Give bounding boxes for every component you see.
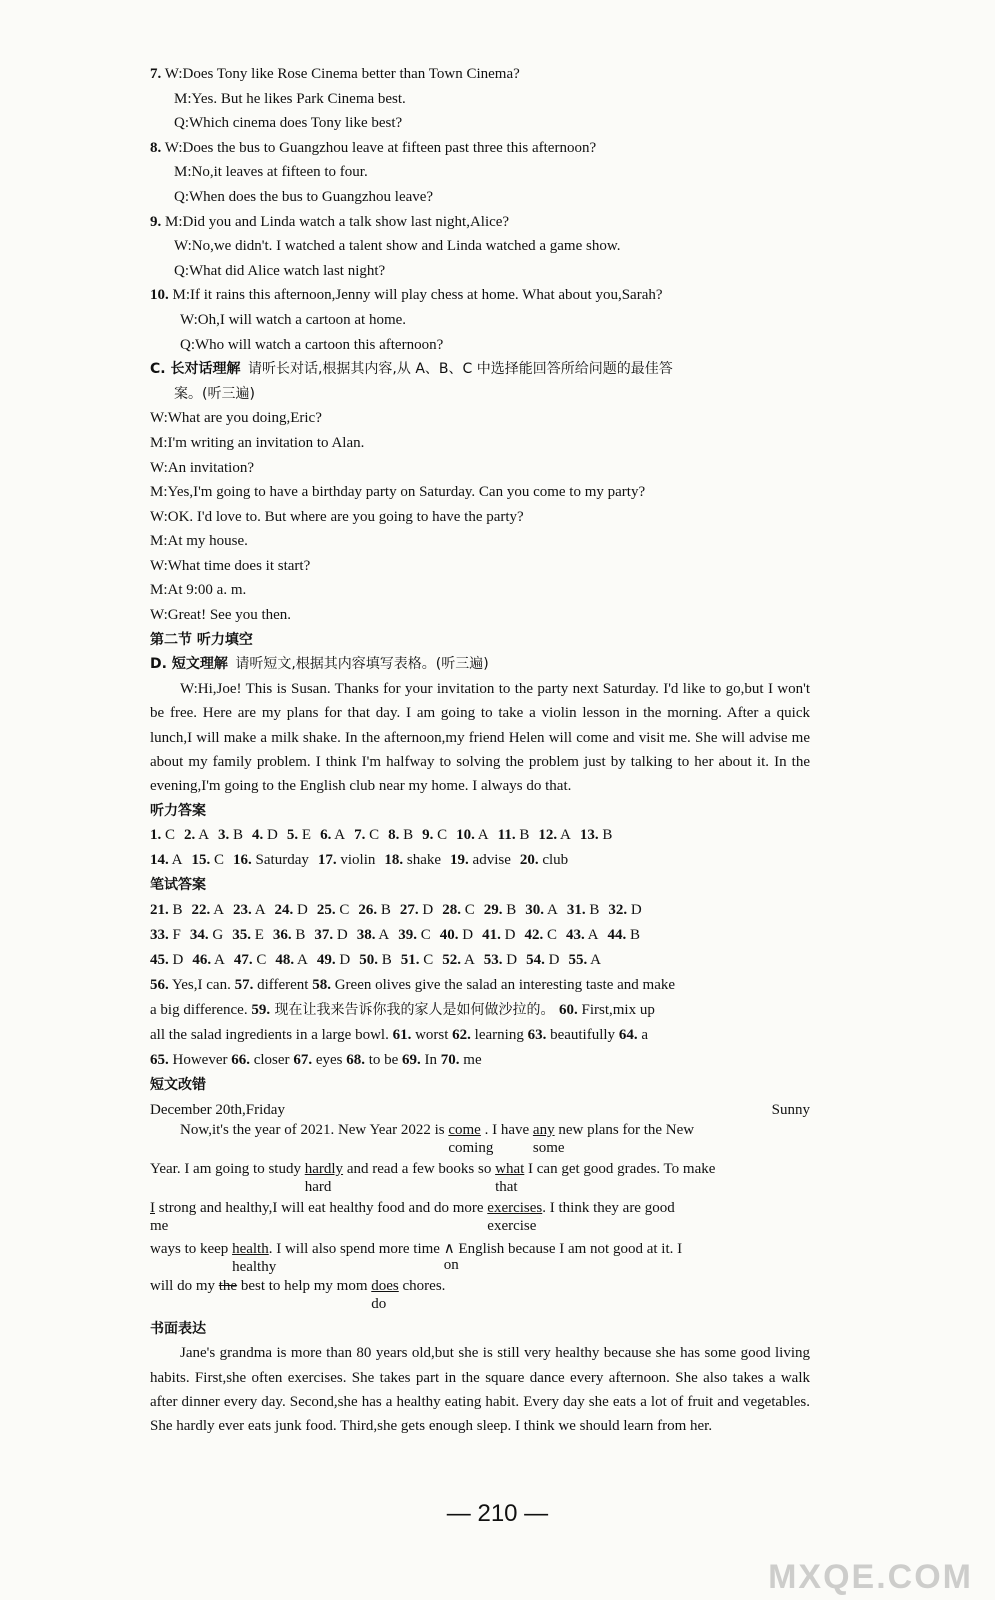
answer-item [400,902,433,918]
answer-value: G [208,927,224,944]
answer-number: 65. [150,1052,169,1069]
answer-number: 32. [608,902,628,919]
answer-value: A [294,952,308,969]
answer-item [398,927,431,943]
section-c-instruction-cont: 案。(听三遍) [174,385,255,402]
correction-fix: me [150,1217,169,1234]
watermark-logo: MXQE.COM [768,1558,973,1596]
answer-number: 70. [440,1052,460,1069]
answer-item [567,902,600,918]
answer-number: 23. [233,902,252,919]
answer-value: A [168,852,183,869]
answer-number: 6. [320,827,332,844]
long-dialog-line: W:Great! See you then. [150,607,292,624]
answer-item [607,927,640,943]
answer-number: 16. [233,852,252,869]
error-word-text: health [232,1240,269,1257]
answer-value: A [544,902,558,919]
answer-item [150,952,183,968]
answer-value: Saturday [251,852,309,869]
deleted-word: the [218,1277,238,1294]
dialog-number: 9. [150,213,162,230]
answer-row [150,923,810,948]
dialog-line: M:If it rains this afternoon,Jenny will play chess at home. What about you,Sarah? [172,287,663,304]
answer-item [388,827,413,843]
answer-value: D [293,902,308,919]
answer-number: 24. [274,902,294,919]
answer-number: 46. [192,952,212,969]
answer-number: 67. [293,1052,313,1069]
answer-item [150,902,183,918]
answer-value: A [474,827,489,844]
page-number: — 210 — [446,1500,549,1527]
answer-item [275,952,308,968]
section-d-label: D. 短文理解 [150,656,228,673]
correction-text: . I think they are good [542,1199,675,1216]
answer-item [192,902,225,918]
answer-text: me [459,1052,482,1069]
answer-item [184,827,209,843]
long-dialog-line: W:What are you doing,Eric? [150,410,322,427]
answer-text: worst [411,1027,453,1044]
answer-number: 45. [150,952,169,969]
answer-value: E [250,927,264,944]
answer-value: A [211,952,225,969]
answer-number: 54. [526,952,545,969]
answer-value: A [210,902,225,919]
answer-value: violin [336,852,376,869]
answers-56-70 [150,973,810,1073]
long-dialog-line: W:OK. I'd love to. But where are you going to have the party? [150,508,524,525]
answer-number: 10. [456,827,475,844]
answer-item [538,827,571,843]
answer-item [190,927,223,943]
error-word-text: any [532,1121,555,1138]
answer-number: 56. [150,977,169,994]
answer-item [359,952,392,968]
answer-number: 2. [184,827,196,844]
section-d-instruction: 请听短文,根据其内容填写表格。(听三遍) [235,656,489,673]
listening-answers [150,823,810,873]
answer-number: 44. [607,927,627,944]
correction-text: best to help my mom [237,1277,372,1294]
answer-number: 11. [497,827,516,844]
answer-value: B [168,902,183,919]
answer-item [314,927,347,943]
dialog-line: M:No,it leaves at fifteen to four. [174,164,368,181]
answer-value: B [291,927,306,944]
answer-item [450,852,511,868]
answer-number: 41. [482,927,501,944]
answer-value: D [458,927,474,944]
long-dialog-line: M:At 9:00 a. m. [150,582,247,599]
answer-item [232,927,264,943]
dialog-line: M:Yes. But he likes Park Cinema best. [174,90,406,107]
dialog-line: Q:Who will watch a cartoon this afternoon? [180,336,444,353]
long-dialog-line: W:An invitation? [150,459,255,476]
answer-number: 58. [312,977,331,994]
correction-text: strong and healthy,I will eat healthy food and do more [155,1199,488,1216]
answer-value: club [538,852,569,869]
answer-item [440,927,473,943]
correction-fix: some [532,1139,565,1156]
diary-weather: Sunny [771,1101,810,1118]
answer-item [484,952,517,968]
error-word [232,1240,277,1275]
answer-text: all the salad ingredients in a large bowl. [150,1027,393,1044]
answer-value: D [502,952,518,969]
answer-item [218,827,243,843]
answer-number: 50. [359,952,378,969]
answer-value: D [500,927,516,944]
answer-number: 22. [191,902,211,919]
answer-value: shake [403,852,442,869]
answer-item [520,852,568,868]
error-word [532,1121,565,1156]
error-word [487,1199,543,1234]
answer-value: D [418,902,434,919]
answer-item [568,952,601,968]
correction-passage [150,1122,810,1317]
dialog-line: W:Oh,I will watch a cartoon at home. [180,311,407,328]
answer-number: 68. [346,1052,365,1069]
dialog-line: Q:Which cinema does Tony like best? [174,115,403,132]
correction-fix: do [371,1295,387,1312]
answer-text: beautifully [546,1027,619,1044]
listening-passage [150,677,810,799]
answer-text: a big difference. [150,1002,252,1019]
answer-number: 4. [252,827,264,844]
correction-fix: healthy [232,1258,277,1275]
answer-number: 29. [483,902,503,919]
dialog-8 [150,136,810,210]
error-word-text: I [150,1199,155,1216]
answer-value: A [461,952,475,969]
answer-item [524,927,557,943]
error-word-text: exercises [487,1199,543,1216]
answer-value: B [399,827,414,844]
answer-item [498,827,530,843]
answer-item [320,827,345,843]
answer-item [317,902,350,918]
answer-item [608,902,641,918]
answer-item [150,827,175,843]
answer-value: C [335,902,350,919]
error-word-text: what [495,1160,525,1177]
answer-value: A [557,827,571,844]
answer-number: 49. [316,952,336,969]
answer-number: 43. [565,927,585,944]
answer-number: 28. [442,902,462,919]
answer-number: 51. [400,952,420,969]
answer-value: D [168,952,184,969]
long-dialog-line: M:Yes,I'm going to have a birthday party on Saturday. Can you come to my party? [150,484,646,501]
answer-number: 35. [232,927,251,944]
answer-number: 31. [566,902,586,919]
answer-number: 60. [559,1002,578,1019]
part2-title: 第二节 听力填空 [150,631,253,648]
section-c-label: C. 长对话理解 [150,361,241,378]
dialog-line: M:Did you and Linda watch a talk show last night,Alice? [165,213,510,230]
answer-value: A [375,927,390,944]
answer-number: 52. [442,952,462,969]
answer-value: C [210,852,225,869]
insert-mark [443,1239,459,1273]
answer-text: closer [249,1052,294,1069]
section-c [150,357,810,628]
answer-value: A [584,927,599,944]
answer-item [484,902,517,918]
answer-number: 13. [579,827,599,844]
answer-number: 62. [452,1027,471,1044]
correction-text: . I will also spend more time [268,1240,444,1257]
correction-text: and read a few books so [343,1160,496,1177]
answer-item [566,927,599,943]
error-word-text: does [371,1277,399,1294]
answer-number: 20. [519,852,539,869]
correction-fix: on [443,1256,459,1273]
error-word [304,1160,344,1195]
answer-number: 26. [358,902,378,919]
answer-value: C [252,952,267,969]
answer-number: 9. [422,827,434,844]
dialog-number: 10. [150,287,169,304]
diary-header [150,1098,810,1122]
answer-item [422,827,447,843]
answer-item [234,952,267,968]
answer-number: 64. [618,1027,638,1044]
answer-number: 19. [450,852,469,869]
error-word-text: hardly [304,1160,344,1177]
correction-text: new plans for the New [554,1121,695,1138]
answer-item [192,952,225,968]
answer-number: 69. [402,1052,421,1069]
answer-value: B [585,902,600,919]
answer-value: C [543,927,557,944]
answer-value: A [587,952,601,969]
answer-item [354,827,379,843]
answer-number: 17. [317,852,337,869]
answer-item [233,902,266,918]
answer-item [358,902,391,918]
correction-text: Year. I am going to study [150,1160,305,1177]
answer-item [318,852,376,868]
correction-text: . I have [480,1121,533,1138]
answer-value: B [598,827,613,844]
answer-item [482,927,515,943]
answer-number: 15. [191,852,211,869]
correction-text: English because I am not good at it. I [454,1240,683,1257]
dialog-number: 7. [150,66,162,82]
answer-number: 18. [384,852,404,869]
answer-number: 38. [356,927,376,944]
dialog-line: Q:When does the bus to Guangzhou leave? [174,188,434,205]
diary-date: December 20th,Friday [150,1101,285,1118]
dialog-line: Q:What did Alice watch last night? [174,262,386,279]
correction-text: chores. [398,1277,446,1294]
answer-value: C [416,927,431,944]
answer-value: D [627,902,642,919]
answer-value: C [419,952,434,969]
answer-row [150,823,810,848]
answer-value: B [377,902,391,919]
correction-text: Now,it's the year of 2021. New Year 2022 is [180,1121,449,1138]
answer-number: 5. [286,827,299,844]
error-word-text: come [448,1121,481,1138]
long-dialog-line: M:I'm writing an invitation to Alan. [150,434,365,451]
answer-text: However [168,1052,232,1069]
answer-number: 66. [231,1052,250,1069]
answer-number: 3. [218,827,230,844]
answer-item [384,852,441,868]
answer-value: B [229,827,244,844]
answer-value: advise [468,852,511,869]
answer-number: 27. [399,902,419,919]
correction-text: ways to keep [150,1240,233,1257]
answer-text: learning [470,1027,528,1044]
answer-number: 61. [392,1027,412,1044]
short-dialogs [150,62,810,357]
answer-text: eyes [312,1052,347,1069]
listening-answers-title: 听力答案 [150,802,206,819]
answer-number: 55. [568,952,588,969]
answer-text: First,mix up [577,1002,655,1019]
written-answers-title: 笔试答案 [150,877,206,894]
dialog-7 [150,62,810,136]
answer-number: 37. [314,927,334,944]
section-c-instruction: 请听长对话,根据其内容,从 A、B、C 中选择能回答所给问题的最佳答 [247,361,673,378]
answer-value: B [377,952,392,969]
error-word [371,1277,399,1312]
long-dialog-line: W:What time does it start? [150,557,311,574]
answer-number: 21. [150,902,169,919]
writing-title: 书面表达 [150,1320,206,1337]
answer-number: 39. [398,927,417,944]
answer-value: A [331,827,346,844]
caret-symbol: ∧ [443,1240,455,1257]
answer-value: D [335,952,351,969]
answer-number: 34. [189,927,209,944]
answer-text: Yes,I can. [168,977,235,994]
correction-text: I can get good grades. To make [524,1160,716,1177]
answer-row [150,848,810,873]
answer-value: B [502,902,517,919]
answer-item [317,952,350,968]
writing-passage [150,1341,810,1439]
answer-number: 14. [150,852,169,869]
answer-number: 48. [275,952,295,969]
answer-number: 40. [439,927,459,944]
written-answers [150,898,810,973]
answer-item [150,927,181,943]
answer-value: D [544,952,560,969]
dialog-line: W:No,we didn't. I watched a talent show and Linda watched a game show. [174,238,621,255]
answer-item [525,902,558,918]
answer-text: a [637,1027,648,1044]
answer-row [150,898,810,923]
error-word [448,1121,494,1156]
dialog-10 [150,283,810,357]
answer-text: to be [364,1052,403,1069]
answer-item [252,827,278,843]
answer-item [192,852,225,868]
error-word [495,1160,525,1195]
answer-number: 36. [272,927,292,944]
answer-number: 42. [524,927,544,944]
answer-number: 63. [527,1027,547,1044]
answer-text: Green olives give the salad an interesting taste and make [330,977,676,994]
answer-value: A [251,902,266,919]
answer-item [150,852,183,868]
answer-value: B [515,827,530,844]
answer-number: 30. [525,902,545,919]
answer-value: A [195,827,210,844]
answer-item [401,952,434,968]
correction-fix: hard [304,1178,332,1195]
answer-value: C [365,827,380,844]
answer-item [442,902,475,918]
dialog-line: W:Does Tony like Rose Cinema better than Town Cinema? [164,66,520,82]
answer-item [275,902,308,918]
answer-item [442,952,475,968]
answer-text: 现在让我来告诉你我的家人是如何做沙拉的。 [270,1002,559,1019]
answer-number: 33. [150,927,169,944]
correction-fix: coming [448,1139,494,1156]
answer-item [357,927,390,943]
answer-value: F [168,927,181,944]
answer-number: 1. [150,827,162,844]
answer-item [456,827,489,843]
answer-value: D [333,927,348,944]
writing-text: Jane's grandma is more than 80 years old,but she is still very healthy because she has some good living habits. First,she often exercises. She takes part in the square dance every afternoon. She also takes a walk after dinner every day. Second,she has a healthy eating habit. Every day she eats a lot of fruit and vegetables. She hardly ever eats junk food. Third,she gets enough sleep. I think we should learn from her. [150,1345,810,1435]
correction-fix: that [495,1178,518,1195]
answer-number: 57. [234,977,254,994]
answer-number: 25. [316,902,336,919]
answer-item [287,827,311,843]
answer-value: C [161,827,176,844]
answer-text: different [253,977,313,994]
correction-title: 短文改错 [150,1077,206,1094]
correction-text: will do my [150,1277,219,1294]
answer-item [580,827,613,843]
answer-page [150,62,810,1439]
error-word [150,1199,169,1234]
dialog-number: 8. [150,139,162,156]
answer-row [150,948,810,973]
answer-item [526,952,559,968]
answer-number: 7. [354,827,366,844]
dialog-9 [150,210,810,284]
correction-fix: exercise [487,1217,537,1234]
answer-value: C [433,827,448,844]
answer-value: D [263,827,278,844]
answer-number: 47. [233,952,253,969]
long-dialog-line: M:At my house. [150,533,248,550]
answer-number: 53. [483,952,503,969]
answer-number: 12. [538,827,558,844]
answer-item [273,927,306,943]
dialog-line: W:Does the bus to Guangzhou leave at fifteen past three this afternoon? [164,139,597,156]
answer-value: E [298,827,312,844]
answer-number: 59. [251,1002,271,1019]
answer-value: B [626,927,640,944]
answer-item [233,852,309,868]
answer-value: C [461,902,475,919]
answer-number: 8. [388,827,400,844]
passage-text: W:Hi,Joe! This is Susan. Thanks for your invitation to the party next Saturday. I'd like to go,but I won't be free. Here are my plans for that day. I am going to take a violin lesson in the morning. After a quick lunch,I will make a milk shake. In the afternoon,my friend Helen will come and visit me. She will advise me about my family problem. I think I'm halfway to solving the problem just by talking to her about it. In the evening,I'm going to the English club near my home. I always do that. [150,680,810,795]
answer-text: In [420,1052,441,1069]
